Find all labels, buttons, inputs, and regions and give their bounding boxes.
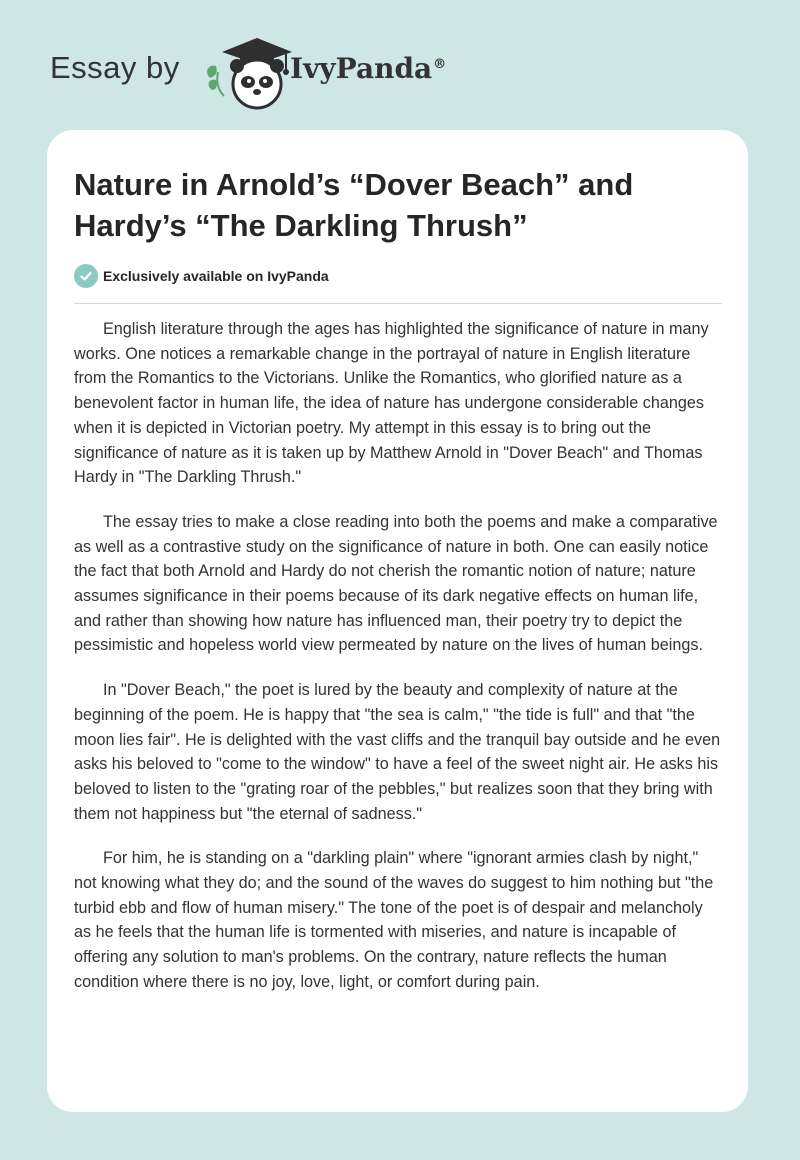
brand-prefix: Essay by bbox=[50, 50, 180, 85]
divider bbox=[74, 303, 722, 304]
paragraph: In "Dover Beach," the poet is lured by the beauty and complexity of nature at the beginning of the poem. He is happy that "the sea is calm," "the tide is full" and that "the moon lies fair". He is delighted with the vast cliffs and the tranquil bay outside and he even asks his beloved to "come to the window" to have a feel of the sweet night air. He asks his beloved to listen to the "grating roar of the pebbles," but realizes soon that they bring with them not happiness but "the eternal of sadness." bbox=[74, 681, 721, 823]
exclusive-badge bbox=[74, 262, 329, 290]
paragraph: English literature through the ages has highlighted the significance of nature in many works. One notices a remarkable change in the portrayal of nature in English literature from the Romantics to the Victorians. Unlike the Romantics, who glorified nature as a benevolent factor in human life, the idea of nature has undergone considerable changes when it is depicted in Victorian poetry. My attempt in this essay is to bring out the significance of nature as it is taken up by Matthew Arnold in "Dover Beach" and Thomas Hardy in "The Darkling Thrush." bbox=[74, 320, 709, 487]
paragraph: For him, he is standing on a "darkling plain" where "ignorant armies clash by night," not knowing what they do; and the sound of the waves do suggest to him nothing but "the turbid ebb and flow of human misery." The tone of the poet is of despair and melancholy as he feels that the human life is tormented with miseries, and nature is incapable of offering any solution to man's problems. On the contrary, nature reflects the human condition where there is no joy, love, light, or comfort during pain. bbox=[74, 849, 714, 991]
panda-logo-icon[interactable] bbox=[202, 32, 292, 110]
essay-body bbox=[74, 317, 724, 1015]
essay-card bbox=[47, 130, 748, 1112]
check-icon bbox=[74, 264, 98, 288]
paragraph: The essay tries to make a close reading into both the poems and make a comparative as well as a contrastive study on the significance of nature in both. One can easily notice the fact that both Arnold and Hardy do not cherish the romantic notion of nature; nature assumes significance in their poems because of its dark negative effects on human life, and rather than showing how nature has influenced man, their poetry try to depict the pessimistic and hopeless world view permeated by nature on the lives of human beings. bbox=[74, 512, 718, 655]
essay-title: Nature in Arnold’s “Dover Beach” and Hardy’s “The Darkling Thrush” bbox=[74, 167, 634, 243]
exclusive-badge-label: Exclusively available on IvyPanda bbox=[103, 268, 329, 284]
site-header bbox=[50, 30, 510, 110]
brand-name[interactable]: IvyPanda® bbox=[290, 52, 447, 85]
